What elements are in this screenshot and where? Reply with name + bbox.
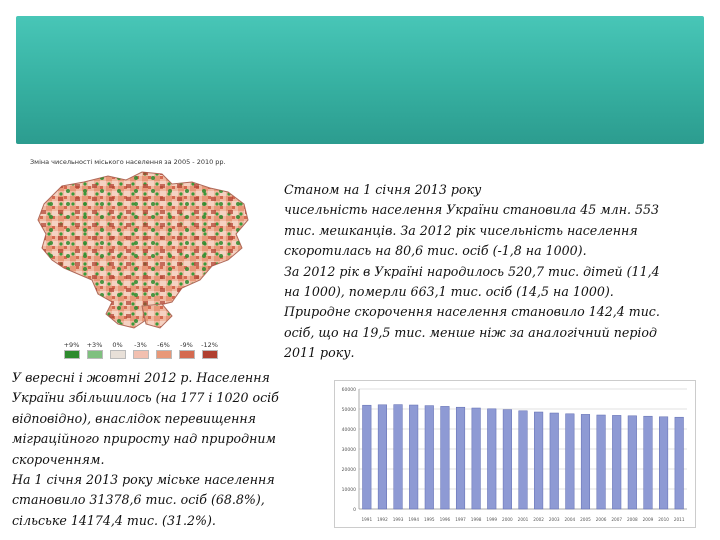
bar bbox=[378, 405, 387, 509]
legend-swatch bbox=[133, 350, 149, 359]
legend-item bbox=[177, 341, 196, 359]
side-text-line: становило 31378,6 тис. осіб (68.8%), bbox=[12, 492, 265, 508]
y-tick-label: 40000 bbox=[341, 428, 356, 433]
bar bbox=[487, 409, 496, 509]
legend-item bbox=[200, 341, 219, 359]
legend-label: -9% bbox=[180, 341, 193, 349]
legend-label: +3% bbox=[86, 341, 103, 349]
population-change-map bbox=[22, 156, 270, 360]
bar bbox=[659, 417, 668, 509]
side-text-line: На 1 січня 2013 року міське населення bbox=[12, 472, 275, 488]
x-tick-label: 2011 bbox=[673, 517, 685, 522]
x-tick-label: 2000 bbox=[502, 517, 513, 522]
x-tick-label: 2002 bbox=[533, 517, 544, 522]
x-tick-label: 1992 bbox=[377, 517, 388, 522]
x-tick-label: 2007 bbox=[611, 517, 623, 522]
y-tick-label: 20000 bbox=[341, 468, 356, 473]
bar bbox=[394, 405, 403, 509]
main-text-line: За 2012 рік в Україні народилось 520,7 тис. дітей (11,4 bbox=[284, 263, 660, 279]
bar bbox=[456, 407, 465, 509]
x-tick-label: 2008 bbox=[626, 517, 638, 522]
x-tick-label: 2001 bbox=[517, 517, 529, 522]
chart-svg bbox=[335, 381, 695, 527]
bar bbox=[441, 406, 450, 509]
bar bbox=[409, 405, 418, 509]
bar bbox=[675, 417, 684, 509]
map-legend bbox=[62, 341, 219, 359]
x-tick-label: 2010 bbox=[658, 517, 669, 522]
y-tick-label: 30000 bbox=[341, 448, 356, 453]
x-tick-label: 1994 bbox=[408, 517, 420, 522]
x-tick-label: 1991 bbox=[361, 517, 373, 522]
legend-label: -3% bbox=[134, 341, 147, 349]
x-tick-label: 2009 bbox=[642, 517, 654, 522]
x-tick-label: 2005 bbox=[580, 517, 591, 522]
bar bbox=[425, 406, 434, 509]
main-text-line: Станом на 1 січня 2013 року bbox=[284, 182, 482, 197]
x-tick-label: 1997 bbox=[455, 517, 466, 522]
x-tick-label: 1998 bbox=[470, 517, 482, 522]
bar bbox=[503, 410, 512, 509]
side-text-line: скороченням. bbox=[12, 451, 105, 467]
x-tick-label: 1995 bbox=[423, 517, 435, 522]
x-tick-label: 2004 bbox=[564, 517, 576, 522]
side-text-line: відповідно), внаслідок перевищення bbox=[12, 410, 256, 426]
y-tick-label: 50000 bbox=[341, 408, 356, 413]
bar bbox=[519, 411, 528, 509]
side-text-line: сільське 14174,4 тис. (31.2%). bbox=[12, 512, 216, 528]
bar bbox=[534, 412, 543, 509]
legend-swatch bbox=[179, 350, 195, 359]
x-tick-label: 1999 bbox=[486, 517, 498, 522]
legend-swatch bbox=[87, 350, 103, 359]
main-text-line: Природне скорочення населення становило 142,4 тис. bbox=[284, 304, 660, 320]
side-text-line: У вересні і жовтні 2012 р. Населення bbox=[12, 370, 270, 385]
bar bbox=[597, 415, 606, 509]
main-text-line: скоротилась на 80,6 тис. осіб (-1,8 на 1000). bbox=[284, 243, 587, 259]
side-text-line: міграційного приросту над природним bbox=[12, 431, 276, 447]
legend-swatch bbox=[64, 350, 80, 359]
x-tick-label: 2006 bbox=[595, 517, 607, 522]
legend-item bbox=[85, 341, 104, 359]
main-text-line: чисельність населення України становила 45 млн. 553 bbox=[284, 202, 660, 218]
ukraine-map bbox=[22, 156, 270, 360]
bar bbox=[628, 416, 637, 509]
bar bbox=[644, 416, 653, 509]
legend-label: -6% bbox=[157, 341, 170, 349]
legend-item bbox=[131, 341, 150, 359]
bar bbox=[581, 414, 590, 509]
main-text-line: 2011 року. bbox=[284, 345, 355, 361]
main-text-line: на 1000), померли 663,1 тис. осіб (14,5 на 1000). bbox=[284, 284, 614, 300]
main-paragraph bbox=[284, 180, 712, 364]
bar bbox=[550, 413, 559, 509]
bar bbox=[612, 415, 621, 509]
legend-label: -12% bbox=[201, 341, 218, 349]
y-tick-label: 10000 bbox=[341, 488, 356, 493]
side-paragraph bbox=[12, 368, 312, 531]
x-tick-label: 2003 bbox=[548, 517, 560, 522]
legend-item bbox=[108, 341, 127, 359]
y-tick-label: 0 bbox=[353, 508, 356, 513]
legend-swatch bbox=[110, 350, 126, 359]
population-bar-chart bbox=[334, 380, 696, 528]
legend-label: 0% bbox=[112, 341, 123, 349]
bar bbox=[472, 408, 481, 509]
y-tick-label: 60000 bbox=[341, 388, 356, 393]
x-tick-label: 1993 bbox=[392, 517, 404, 522]
main-text-line: тис. мешканців. За 2012 рік чисельність населення bbox=[284, 222, 638, 238]
map-title: Зміна чисельності міського населення за 2005 - 2010 рр. bbox=[30, 158, 226, 166]
legend-item bbox=[62, 341, 81, 359]
title-banner bbox=[16, 16, 704, 144]
legend-item bbox=[154, 341, 173, 359]
bar bbox=[363, 405, 372, 509]
legend-swatch bbox=[202, 350, 218, 359]
main-text-line: осіб, що на 19,5 тис. менше ніж за аналогічний період bbox=[284, 324, 657, 340]
bar bbox=[566, 414, 575, 509]
side-text-line: України збільшилось (на 177 і 1020 осіб bbox=[12, 390, 279, 406]
legend-swatch bbox=[156, 350, 172, 359]
legend-label: +9% bbox=[63, 341, 80, 349]
x-tick-label: 1996 bbox=[439, 517, 451, 522]
